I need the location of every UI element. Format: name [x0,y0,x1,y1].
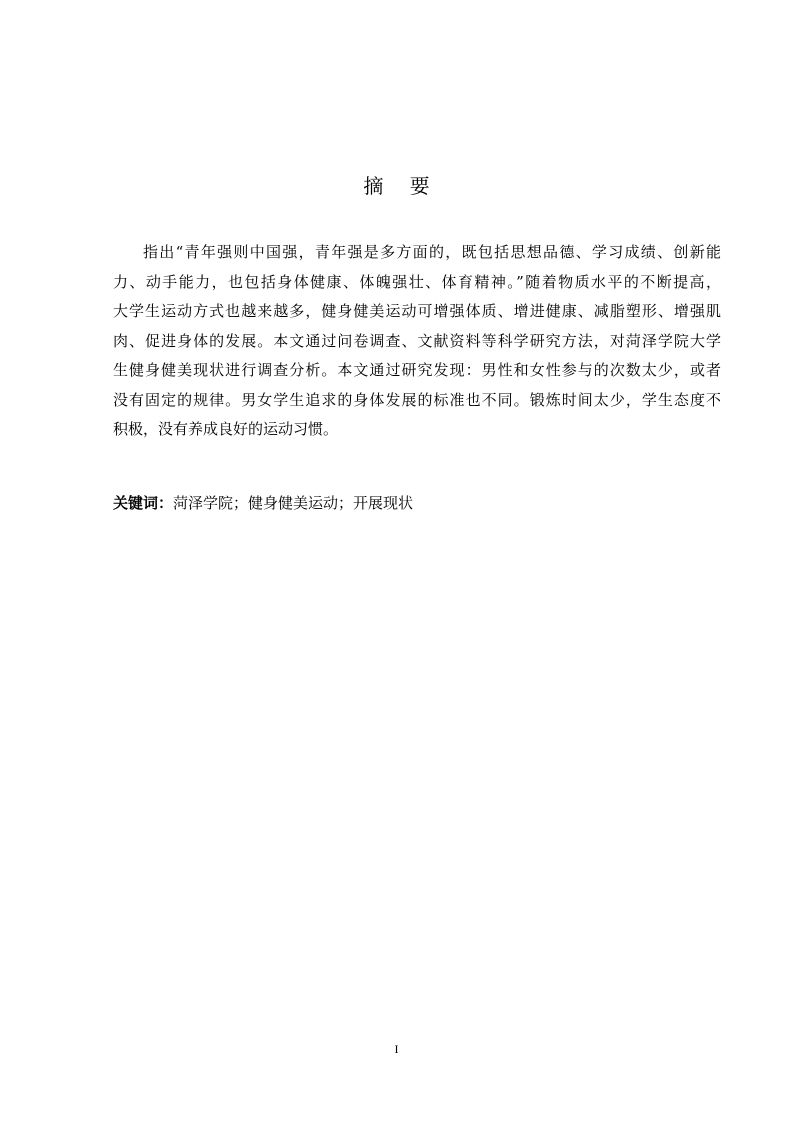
abstract-line: 肉、促进身体的发展。本文通过问卷调查、文献资料等科学研究方法，对菏泽学院大学 [113,331,721,350]
abstract-line: 积极，没有养成良好的运动习惯。 [113,420,339,438]
keywords-label: 关键词： [113,494,174,512]
abstract-line: 生健身健美现状进行调查分析。本文通过研究发现：男性和女性参与的次数太少，或者 [113,361,721,379]
abstract-title: 摘 要 [363,174,440,198]
keywords-line [113,491,413,515]
abstract-line: 大学生运动方式也越来越多，健身健美运动可增强体质、增进健康、减脂塑形、增强肌 [113,302,721,320]
abstract-line: 指出“青年强则中国强，青年强是多方面的，既包括思想品德、学习成绩、创新能 [143,243,721,261]
abstract-line: 力、动手能力，也包括身体健康、体魄强壮、体育精神。”随着物质水平的不断提高， [113,272,721,291]
abstract-line: 没有固定的规律。男女学生追求的身体发展的标准也不同。锻炼时间太少，学生态度不 [113,390,721,409]
keywords-text: 菏泽学院；健身健美运动；开展现状 [173,494,414,512]
page-number: I [394,1042,399,1056]
abstract-paragraph [113,238,721,445]
